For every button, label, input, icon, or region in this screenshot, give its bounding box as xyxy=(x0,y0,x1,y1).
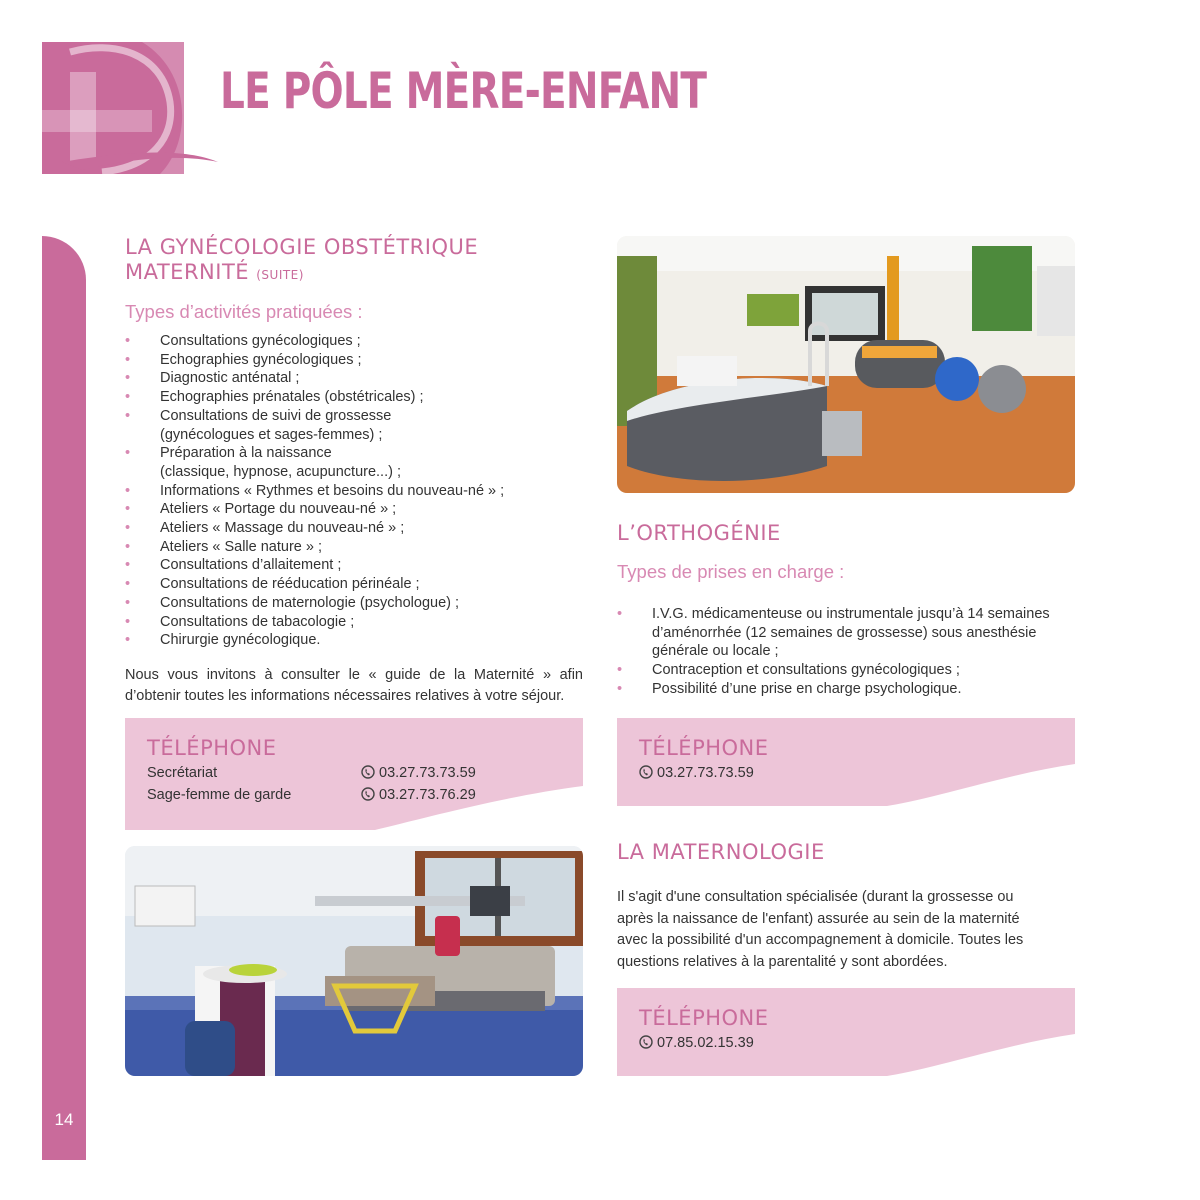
phone-title: TÉLÉPHONE xyxy=(639,1006,769,1030)
list-item: • Informations « Rythmes et besoins du nouveau-né » ; xyxy=(125,482,585,501)
list-item: • Echographies gynécologiques ; xyxy=(125,351,585,370)
list-item: • Ateliers « Massage du nouveau-né » ; xyxy=(125,519,585,538)
phone-title: TÉLÉPHONE xyxy=(639,736,769,760)
gyneco-title xyxy=(125,235,478,288)
phone-number[interactable]: 03.27.73.73.59 xyxy=(379,765,476,781)
room-photo xyxy=(125,846,583,1076)
phone-number[interactable]: 03.27.73.76.29 xyxy=(379,787,476,803)
list-item: • Contraception et consultations gynécologiques ; xyxy=(617,661,1087,680)
phone-icon xyxy=(639,762,657,784)
gyneco-title-line1: LA GYNÉCOLOGIE OBSTÉTRIQUE xyxy=(125,235,479,259)
phone-number[interactable]: 03.27.73.73.59 xyxy=(657,765,754,781)
gyneco-activity-list xyxy=(125,332,585,650)
list-item: • Ateliers « Portage du nouveau-né » ; xyxy=(125,500,585,519)
list-item: • Préparation à la naissance (classique, hypnose, acupuncture...) ; xyxy=(125,444,585,481)
phone-icon xyxy=(361,762,379,784)
list-item: • Consultations de suivi de grossesse (gynécologues et sages-femmes) ; xyxy=(125,407,585,444)
list-item: • Consultations de rééducation périnéale ; xyxy=(125,575,585,594)
list-item: • Diagnostic anténatal ; xyxy=(125,369,585,388)
list-item: • Ateliers « Salle nature » ; xyxy=(125,538,585,557)
maternologie-title: LA MATERNOLOGIE xyxy=(617,840,825,864)
phone-row xyxy=(147,762,567,784)
gyneco-title-line2: MATERNITÉ xyxy=(125,260,250,284)
list-item: • Chirurgie gynécologique. xyxy=(125,631,585,650)
maternologie-paragraph: Il s'agit d'une consultation spécialisée (durant la grossesse ou après la naissance de l'enfant) assurée au sein de la maternité avec la possibilité d'un accompagnement à domicile. Toutes les questions relatives à la parentalité y sont abordées. xyxy=(617,889,1024,970)
phone-icon xyxy=(361,784,379,806)
orthogenie-list xyxy=(617,605,1087,699)
list-item: • I.V.G. médicamenteuse ou instrumentale jusqu’à 14 semaines d’aménorrhée (12 semaines de grossesse) sous anesthésie générale ou locale ; xyxy=(617,605,1087,661)
page-number: 14 xyxy=(54,1110,74,1129)
phone-label: Secrétariat xyxy=(147,765,218,781)
phone-row xyxy=(639,1032,754,1054)
birth-room-photo xyxy=(617,236,1075,493)
list-item: • Echographies prénatales (obstétricales) ; xyxy=(125,388,585,407)
page-title: LE PÔLE MÈRE-ENFANT xyxy=(220,62,707,120)
list-item: • Consultations gynécologiques ; xyxy=(125,332,585,351)
phone-row xyxy=(639,762,754,784)
phone-number[interactable]: 07.85.02.15.39 xyxy=(657,1035,754,1051)
list-item: • Consultations de maternologie (psychologue) ; xyxy=(125,594,585,613)
orthogenie-title: L’ORTHOGÉNIE xyxy=(617,521,781,545)
list-item: • Consultations d’allaitement ; xyxy=(125,556,585,575)
side-bar xyxy=(42,236,86,1160)
phone-icon xyxy=(639,1032,657,1054)
gyneco-subtitle: Types d’activités pratiquées : xyxy=(125,301,363,322)
phone-label: Sage-femme de garde xyxy=(147,787,292,803)
gyneco-title-suffix: (SUITE) xyxy=(256,268,304,282)
phone-row xyxy=(147,784,567,806)
list-item: • Consultations de tabacologie ; xyxy=(125,613,585,632)
orthogenie-subtitle: Types de prises en charge : xyxy=(617,561,845,582)
list-item: • Possibilité d’une prise en charge psychologique. xyxy=(617,680,1087,699)
phone-rows xyxy=(147,762,567,806)
gyneco-paragraph: Nous vous invitons à consulter le « guide de la Maternité » afin d’obtenir toutes les informations nécessaires relatives à votre séjour. xyxy=(125,667,583,704)
logo-icon xyxy=(42,42,218,174)
phone-title: TÉLÉPHONE xyxy=(147,736,277,760)
